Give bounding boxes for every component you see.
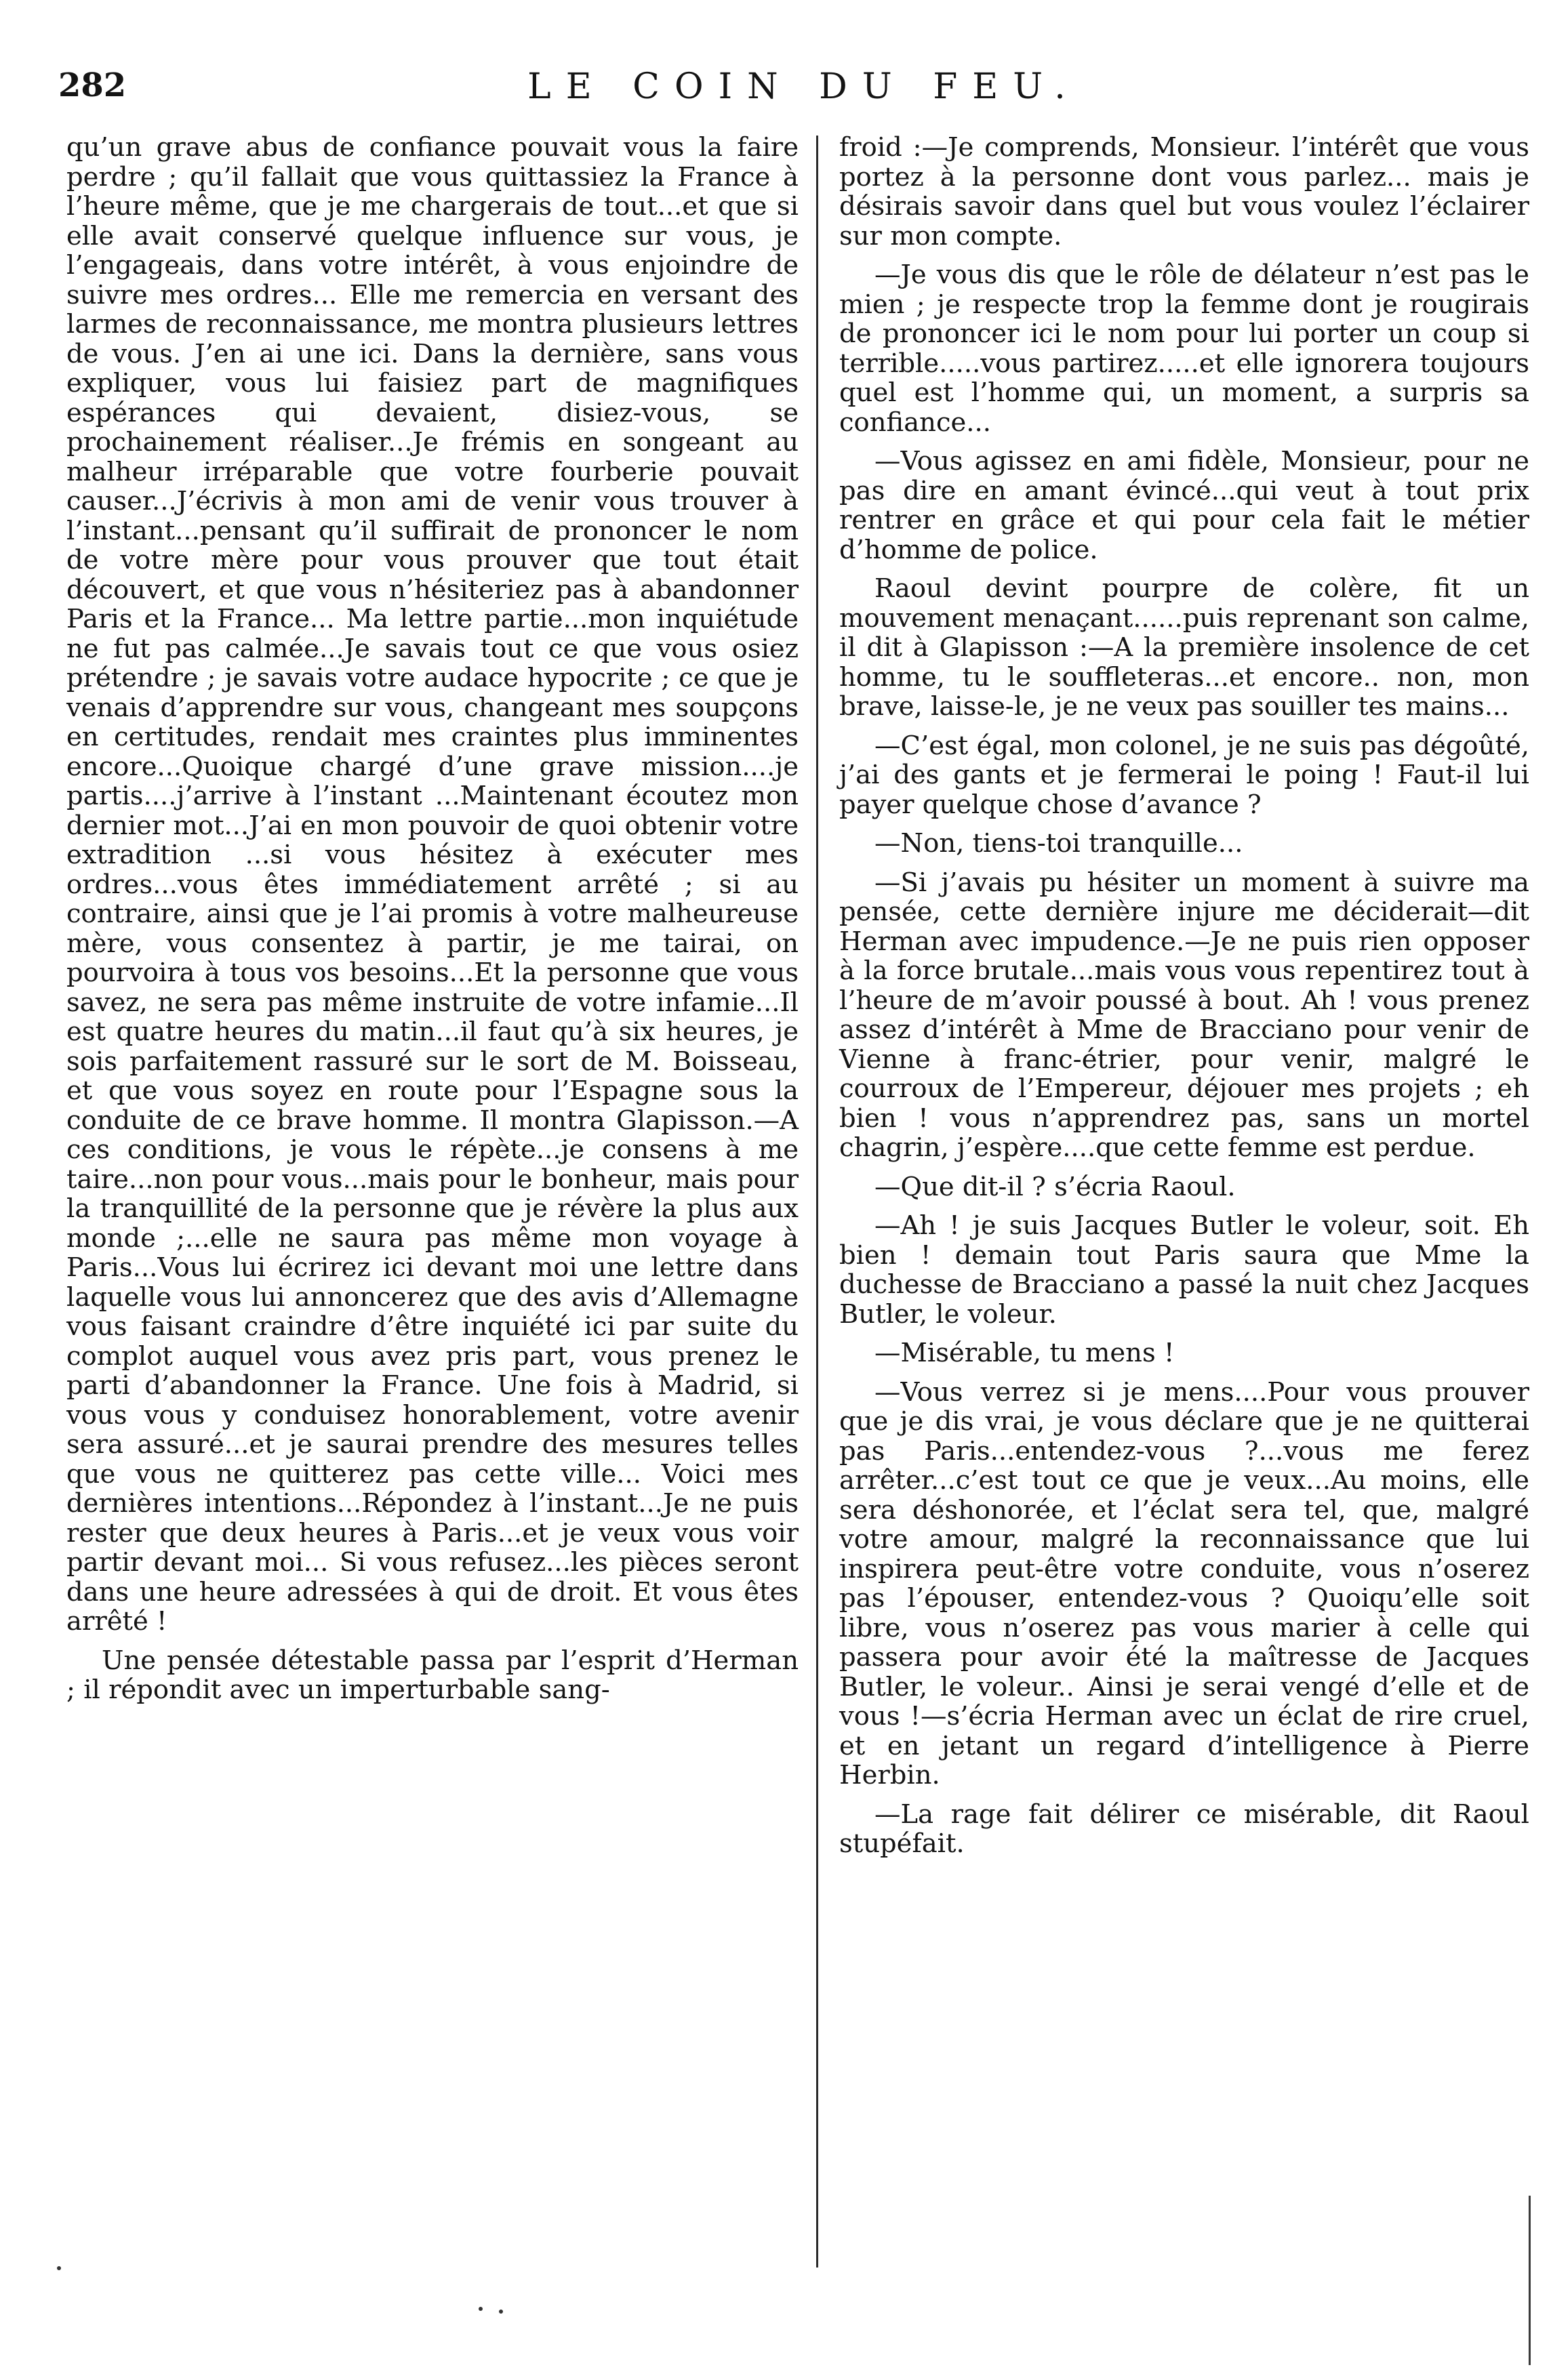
left-column xyxy=(66,133,799,1705)
paragraph: Une pensée détestable passa par l’esprit d’Herman ; il répondit avec un imperturbable sang- xyxy=(66,1645,799,1705)
paragraph: Raoul devint pourpre de colère, fit un mouvement menaçant......puis reprenant son calme, il dit à Glapisson :—A la première insolence de cet homme, tu le souffleteras...et encore.. non, mon brave, laisse-le, je ne veux pas souiller tes mains... xyxy=(839,573,1529,722)
paragraph: —Vous verrez si je mens....Pour vous prouver que je dis vrai, je vous déclare que je ne quitterai pas Paris...entendez-vous ?...vous me ferez arrêter...c’est tout ce que je veux...Au moins, elle sera déshonorée, et l’éclat sera tel, que, malgré votre amour, malgré la reconnaissance que lui inspirera peut-être votre conduite, vous n’oserez pas l’épouser, entendez-vous ? Quoiqu’elle soit libre, vous n’oserez pas vous marier à celle qui passera pour avoir été la maîtresse de Jacques Butler, le voleur.. Ainsi je serai vengé d’elle et de vous !—s’écria Herman avec un éclat de rire cruel, et en jetant un regard d’intelligence à Pierre Herbin. xyxy=(839,1376,1529,1790)
paragraph: —Misérable, tu mens ! xyxy=(874,1338,1175,1368)
paragraph: qu’un grave abus de confiance pouvait vous la faire perdre ; qu’il fallait que vous quittassiez la France à l’heure même, que je me chargerais de tout...et que si elle avait conservé quelque influence sur vous, je l’engageais, dans votre intérêt, à vous enjoindre de suivre mes ordres... Elle me remercia en versant des larmes de reconnaissance, me montra plusieurs lettres de vous. J’en ai une ici. Dans la dernière, sans vous expliquer, vous lui faisiez part de magnifiques espérances qui devaient, disiez-vous, se prochainement réaliser...Je frémis en songeant au malheur irréparable que votre fourberie pouvait causer...J’écrivis à mon ami de venir vous trouver à l’instant...pensant qu’il suffirait de prononcer le nom de votre mère pour vous prouver que tout était découvert, et que vous n’hésiteriez pas à abandonner Paris et la France... Ma lettre partie...mon inquiétude ne fut pas calmée...Je savais tout ce que vous osiez prétendre ; je savais votre audace hypocrite ; ce que je venais d’apprendre sur vous, changeant mes soupçons en certitudes, rendait mes craintes plus imminentes encore...Quoique chargé d’une grave mission....je partis....j’arrive à l’instant ...Maintenant écoutez mon dernier mot...J’ai en mon pouvoir de quoi obtenir votre extradition ...si vous hésitez à exécuter mes ordres...vous êtes immédiatement arrêté ; si au contraire, ainsi que je l’ai promis à votre malheureuse mère, vous consentez à partir, je me tairai, on pourvoira à tous vos besoins...Et la personne que vous savez, ne sera pas même instruite de votre infamie...Il est quatre heures du matin...il faut qu’à six heures, je sois parfaitement rassuré sur le sort de M. Boisseau, et que vous soyez en route pour l’Espagne sous la conduite de ce brave homme. Il montra Glapisson.—A ces conditions, je vous le répète...je consens à me taire...non pour vous...mais pour le bonheur, mais pour la tranquillité de la personne que je révère la plus aux monde ;...elle ne saura pas même mon voyage à Paris...Vous lui écrirez ici devant moi une lettre dans laquelle vous lui annoncerez que des avis d’Allemagne vous faisant craindre d’être inquiété ici par suite du complot auquel vous avez pris part, vous prenez le parti d’abandonner la France. Une fois à Madrid, si vous vous y conduisez honorablement, votre avenir sera assuré...et je saurai prendre des mesures telles que vous ne quitterez pas cette ville... Voici mes dernières intentions...Répondez à l’instant...Je ne puis rester que deux heures à Paris...et je veux vous voir partir devant moi... Si vous refusez...les pièces seront dans une heure adressées à qui de droit. Et vous êtes arrêté ! xyxy=(66,132,799,1637)
column-divider xyxy=(816,136,818,2268)
paragraph: —Ah ! je suis Jacques Butler le voleur, soit. Eh bien ! demain tout Paris saura que Mme la duchesse de Bracciano a passé la nuit chez Jacques Butler, le voleur. xyxy=(839,1210,1529,1330)
paragraph: froid :—Je comprends, Monsieur. l’intérêt que vous portez à la personne dont vous parlez... mais je désirais savoir dans quel but vous voulez l’éclairer sur mon compte. xyxy=(839,132,1529,251)
page-number: 282 xyxy=(58,66,127,104)
paragraph: —Vous agissez en ami fidèle, Monsieur, pour ne pas dire en amant évincé...qui veut à tout prix rentrer en grâce et qui pour cela fait le métier d’homme de police. xyxy=(839,446,1529,565)
paragraph: —Non, tiens-toi tranquille... xyxy=(874,828,1243,859)
paragraph: —La rage fait délirer ce misérable, dit Raoul stupéfait. xyxy=(839,1799,1529,1859)
right-column xyxy=(839,133,1529,1859)
ink-speck xyxy=(479,2307,483,2311)
ink-speck xyxy=(57,2266,61,2270)
page-header xyxy=(58,66,1523,121)
paragraph: —C’est égal, mon colonel, je ne suis pas dégoûté, j’ai des gants et je fermerai le poing ! Faut-il lui payer quelque chose d’avance ? xyxy=(839,730,1529,820)
paragraph: —Que dit-il ? s’écria Raoul. xyxy=(874,1171,1236,1202)
paragraph: —Je vous dis que le rôle de délateur n’est pas le mien ; je respecte trop la femme dont je rougirais de prononcer ici le nom pour lui porter un coup si terrible.....vous partirez.....et elle ignorera toujours quel est l’homme qui, un moment, a surpris sa confiance... xyxy=(839,260,1529,438)
ink-speck xyxy=(499,2310,503,2314)
paragraph: —Si j’avais pu hésiter un moment à suivre ma pensée, cette dernière injure me déciderait—dit Herman avec impudence.—Je ne puis rien opposer à la force brutale...mais vous vous repentirez tout à l’heure de m’avoir poussé à bout. Ah ! vous prenez assez d’intérêt à Mme de Bracciano pour venir de Vienne à franc-étrier, pour venir, malgré le courroux de l’Empereur, déjouer mes projets ; eh bien ! vous n’apprendrez pas, sans un mortel chagrin, j’espère....que cette femme est perdue. xyxy=(839,867,1529,1163)
margin-mark xyxy=(1529,2196,1531,2365)
running-title: LE COIN DU FEU. xyxy=(527,66,1081,107)
